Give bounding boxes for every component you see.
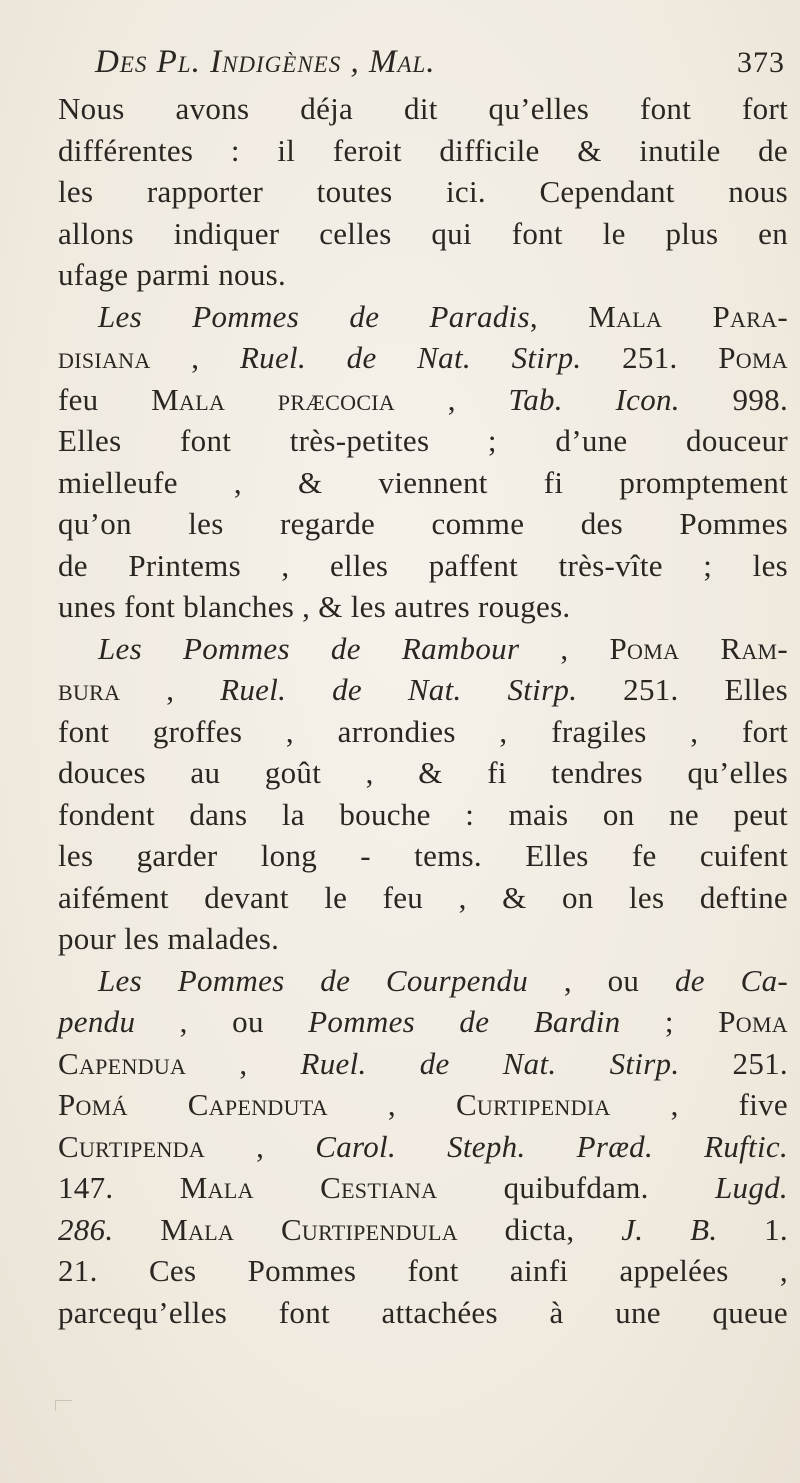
text-segment: pour les malades. xyxy=(58,921,280,956)
text-segment: Carol. Steph. Præd. Ruftic. xyxy=(315,1128,788,1164)
text-segment: 21. Ces Pommes font ainfi appelées , xyxy=(58,1253,788,1288)
text-line xyxy=(58,503,788,545)
text-segment: , xyxy=(529,298,589,334)
text-segment: , ou xyxy=(528,962,675,998)
text-segment: pendu xyxy=(58,1004,136,1039)
text-segment: font groffes , arrondies , fragiles , fort xyxy=(58,713,788,749)
text-segment: , xyxy=(327,1087,456,1122)
text-segment: Mala Cestiana xyxy=(179,1170,438,1205)
text-line xyxy=(58,420,788,462)
text-segment: quibufdam. xyxy=(437,1170,715,1205)
text-line xyxy=(58,545,788,587)
text-segment: qu’on les regarde comme des Pommes xyxy=(58,506,788,541)
text-segment: de Ca- xyxy=(674,962,788,998)
text-segment: Ruel. de Nat. Stirp. xyxy=(239,340,582,375)
text-segment: Pommes de Bardin xyxy=(308,1004,621,1039)
text-segment: Elles font très-petites ; d’une douceur xyxy=(58,423,788,458)
text-line xyxy=(58,1209,788,1251)
text-segment: ; xyxy=(620,1004,719,1039)
text-line xyxy=(58,794,788,836)
text-segment: , xyxy=(186,1045,301,1081)
text-line xyxy=(58,711,788,753)
text-segment: 286. xyxy=(58,1211,161,1247)
text-segment: , five xyxy=(610,1087,788,1122)
text-segment: fondent dans la bouche : mais on ne peut xyxy=(58,796,788,832)
text-segment: les garder long - tems. Elles fe cuifent xyxy=(58,838,788,873)
text-line xyxy=(58,88,788,130)
text-segment: Lugd. xyxy=(714,1170,788,1205)
text-line xyxy=(58,1126,788,1168)
text-segment: Capendua xyxy=(58,1045,187,1081)
text-segment: 147. xyxy=(58,1170,180,1205)
text-line xyxy=(58,1001,788,1043)
text-line xyxy=(58,130,788,172)
text-segment: unes font blanches , & les autres rouges. xyxy=(58,589,571,624)
text-line xyxy=(58,379,788,421)
text-line xyxy=(58,586,788,628)
text-segment: douces au goût , & fi tendres qu’elles xyxy=(58,755,788,790)
text-segment: , xyxy=(205,1128,316,1164)
text-segment: mielleufe , & viennent fi promptement xyxy=(58,464,788,500)
text-segment: Curtipendia xyxy=(455,1087,611,1122)
text-segment: Les Pommes de Paradis xyxy=(98,298,530,334)
text-line xyxy=(58,296,788,338)
text-segment: Les Pommes de Courpendu xyxy=(98,962,529,998)
running-title: Des Pl. Indigènes , Mal. xyxy=(95,44,436,80)
text-segment: allons indiquer celles qui font le plus en xyxy=(58,215,788,251)
text-segment: , xyxy=(395,381,509,417)
text-segment: Mala Para- xyxy=(588,298,788,334)
text-line xyxy=(58,171,788,213)
text-segment: feu xyxy=(58,381,152,417)
text-segment: Ruel. de Nat. Stirp. xyxy=(220,672,578,707)
body-text xyxy=(58,88,788,1333)
text-segment: 251. xyxy=(581,340,719,375)
text-line xyxy=(58,835,788,877)
text-segment: Curtipenda xyxy=(58,1128,206,1164)
text-segment: Mala Curtipendula xyxy=(160,1211,458,1247)
text-segment: 251. Elles xyxy=(577,672,788,707)
text-line xyxy=(58,960,788,1002)
text-line xyxy=(58,462,788,504)
text-segment: Ruel. de Nat. Stirp. xyxy=(300,1045,680,1081)
text-segment: bura xyxy=(58,672,121,707)
text-segment: de Printems , elles paffent très-vîte ; les xyxy=(58,547,788,583)
text-line xyxy=(58,213,788,255)
text-segment: disiana xyxy=(58,340,151,375)
text-line xyxy=(58,918,788,960)
text-line xyxy=(58,337,788,379)
running-header xyxy=(95,44,785,94)
text-segment: parcequ’elles font attachées à une queue xyxy=(58,1294,788,1330)
text-line xyxy=(58,669,788,711)
text-segment: 998. xyxy=(679,381,788,417)
text-segment: Nous avons déja dit qu’elles font fort xyxy=(58,91,788,126)
text-segment: Poma xyxy=(718,340,788,375)
text-segment: , ou xyxy=(135,1004,309,1039)
text-segment: ufage parmi nous. xyxy=(58,257,287,292)
paper-mark xyxy=(55,1400,72,1411)
text-segment: Les Pommes de Rambour xyxy=(98,630,520,666)
text-line xyxy=(58,752,788,794)
text-line xyxy=(58,1043,788,1085)
page-number: 373 xyxy=(737,46,785,79)
text-segment: Pomá Capenduta xyxy=(58,1087,328,1122)
text-segment: , xyxy=(150,340,240,375)
text-segment: , xyxy=(519,630,610,666)
text-segment: Poma Ram- xyxy=(609,630,788,666)
text-segment: 1. xyxy=(717,1211,788,1247)
text-segment: J. B. xyxy=(621,1211,718,1247)
text-line xyxy=(58,1250,788,1292)
text-line xyxy=(58,1084,788,1126)
text-segment: aifément devant le feu , & on les deftine xyxy=(58,879,788,915)
text-segment: dicta, xyxy=(457,1211,622,1247)
text-line xyxy=(58,254,788,296)
text-segment: différentes : il feroit difficile & inutile de xyxy=(58,132,788,168)
text-line xyxy=(58,628,788,670)
text-line xyxy=(58,1292,788,1334)
text-segment: Poma xyxy=(718,1004,788,1039)
text-line xyxy=(58,1167,788,1209)
text-line xyxy=(58,877,788,919)
text-segment: 251. xyxy=(679,1045,788,1081)
text-segment: Tab. Icon. xyxy=(508,381,680,417)
text-segment: les rapporter toutes ici. Cependant nous xyxy=(58,174,788,209)
text-segment: Mala præcocia xyxy=(151,381,396,417)
text-segment: , xyxy=(120,672,221,707)
